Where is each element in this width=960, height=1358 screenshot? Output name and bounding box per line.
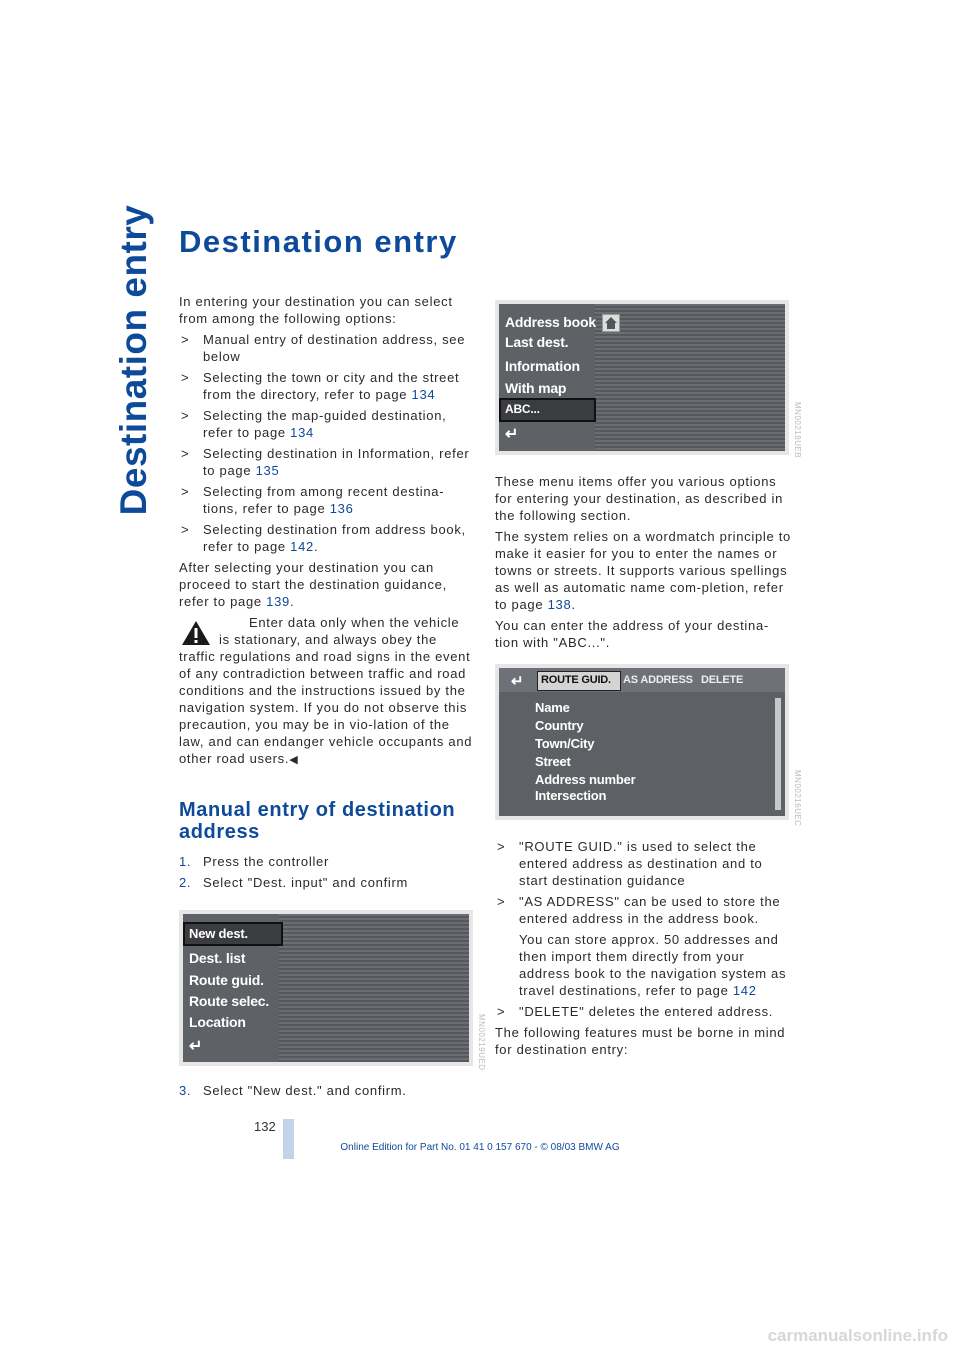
screenshot-dest-menu xyxy=(495,300,789,455)
step-text: Select "Dest. input" and confirm xyxy=(203,875,409,890)
menu-item: Last dest. xyxy=(505,334,569,350)
bullet-delete xyxy=(495,1003,792,1020)
page-link[interactable]: 142 xyxy=(290,539,314,554)
option-text: Selecting the map-guided destination, refer to page xyxy=(203,408,447,440)
bullet-marker: > xyxy=(497,894,506,909)
step-number: 2. xyxy=(179,875,192,890)
tab-as-address: AS ADDRESS xyxy=(623,674,693,686)
option-text: Selecting destination from address book, refer to page xyxy=(203,522,466,554)
step-item xyxy=(179,1082,474,1099)
page-link[interactable]: 134 xyxy=(290,425,314,440)
image-code: MN00216UEC xyxy=(793,770,802,827)
step-three xyxy=(179,1082,474,1103)
screen-background xyxy=(279,914,469,1062)
back-arrow-icon: ↵ xyxy=(505,426,519,443)
abc-text: You can enter the address of your destina-tion with "ABC...". xyxy=(495,618,769,650)
page-number: 132 xyxy=(254,1119,276,1134)
menu-item: With map xyxy=(505,380,567,396)
bullet-marker: > xyxy=(181,370,190,385)
bullet-marker: > xyxy=(181,484,190,499)
page-title: Destination entry xyxy=(179,224,458,259)
scrollbar xyxy=(775,698,781,810)
menu-item: Address book xyxy=(505,314,596,330)
after-select-text xyxy=(179,559,474,610)
page-link[interactable]: 142 xyxy=(732,983,757,998)
screenshot-dest-input xyxy=(179,910,473,1066)
option-item xyxy=(179,407,474,441)
bullet-text: "ROUTE GUID." is used to select the entered address as destination and to start destination guidance xyxy=(519,839,763,888)
warning-icon xyxy=(181,620,211,646)
store-note xyxy=(495,931,792,999)
option-text: Selecting destination in Information, refer to page xyxy=(203,446,470,478)
menu-item: Location xyxy=(189,1014,246,1030)
step-item xyxy=(179,853,474,870)
right-column-lower xyxy=(495,838,792,1062)
image-code: MN00218UEB xyxy=(793,402,802,459)
option-item xyxy=(179,445,474,479)
menu-item: Route selec. xyxy=(189,993,270,1009)
bullet-text: "AS ADDRESS" can be used to store the entered address in the address book. xyxy=(519,894,781,926)
warning-text: Enter data only when the vehicle is stationary, and always obey the traffic regulations and road signs in the event of any contradiction between traffic and road conditions and the instructions issued by the navigation system. If you do not observe this precaution, you may be in vio-lation of the law, and can endanger vehicle occupants and other road users. xyxy=(179,615,473,766)
list-item: Intersection xyxy=(535,788,607,803)
bullet-marker: > xyxy=(497,1004,506,1019)
page-link[interactable]: 135 xyxy=(255,463,280,478)
end-mark: ◀ xyxy=(289,754,299,766)
warning-note xyxy=(179,614,474,769)
back-arrow-icon: ↵ xyxy=(189,1038,203,1055)
bullet-marker: > xyxy=(181,522,190,537)
option-item xyxy=(179,369,474,403)
page-link[interactable]: 138 xyxy=(547,597,572,612)
left-column xyxy=(179,293,474,895)
right-column-upper xyxy=(495,473,792,655)
list-item: Town/City xyxy=(535,736,595,751)
bullet-route-guid xyxy=(495,838,792,889)
wordmatch-text: The system relies on a wordmatch principle to make it easier for you to enter the names or towns or streets. It supports various spellings as well as automatic name com-pletion, refer to page 138. xyxy=(495,529,791,612)
menu-item: Information xyxy=(505,358,580,374)
screenshot-address-entry xyxy=(495,664,789,820)
option-item: > Selecting destination from address book, refer to page 142. xyxy=(181,522,466,554)
bullet-as-address xyxy=(495,893,792,927)
section-heading: Manual entry of destination address xyxy=(179,799,456,843)
screen-display xyxy=(499,668,785,816)
after-select-body: After selecting your destination you can proceed to start the destination guidance, refer to page xyxy=(179,560,447,609)
page-link[interactable]: 134 xyxy=(411,387,436,402)
option-text: Selecting the town or city and the street from the directory, refer to page xyxy=(203,370,460,402)
option-item xyxy=(179,331,474,365)
screen-background xyxy=(595,304,785,451)
step-number: 1. xyxy=(179,854,192,869)
footer-text: Online Edition for Part No. 01 41 0 157 670 - © 08/03 BMW AG xyxy=(340,1142,620,1153)
tab-route-guid: ROUTE GUID. xyxy=(541,674,611,686)
intro-text: In entering your destination you can select from among the following options: xyxy=(179,294,453,326)
option-text: Manual entry of destination address, see below xyxy=(203,332,466,364)
page-link[interactable]: 136 xyxy=(329,501,354,516)
image-code: MN00219UED xyxy=(477,1014,486,1071)
side-title xyxy=(110,204,158,516)
after-select-end: . xyxy=(289,594,295,609)
page-link[interactable]: 139 xyxy=(266,594,290,609)
step-number: 3. xyxy=(179,1083,192,1098)
wordmatch-body: The system relies on a wordmatch principle to make it easier for you to enter the names or towns or streets. It supports various spellings as well as automatic name com-pletion, refer to page xyxy=(495,529,791,612)
menu-item: ABC... xyxy=(505,402,540,416)
list-item: Address number xyxy=(535,772,636,787)
home-icon xyxy=(602,314,620,332)
step-text: Select "New dest." and confirm. xyxy=(203,1083,407,1098)
menu-options-text: These menu items offer you various options for entering your destination, as described in the following section. xyxy=(495,474,784,523)
list-item: Name xyxy=(535,700,570,715)
menu-item: Dest. list xyxy=(189,950,246,966)
side-bar-accent xyxy=(283,1119,294,1159)
option-text: Selecting from among recent destina-tions, refer to page xyxy=(203,484,445,516)
step-item xyxy=(179,874,474,891)
store-note-text: You can store approx. 50 addresses and then import them directly from your address book to the navigation system as travel destinations, refer to page xyxy=(519,932,787,998)
bullet-marker: > xyxy=(181,446,190,461)
menu-item: Route guid. xyxy=(189,972,264,988)
bullet-marker: > xyxy=(181,408,190,423)
bullet-marker: > xyxy=(181,332,190,347)
menu-item: New dest. xyxy=(189,926,248,941)
screen-display xyxy=(499,304,785,451)
back-arrow-icon: ↵ xyxy=(511,673,524,690)
list-item: Country xyxy=(535,718,584,733)
option-item xyxy=(179,483,474,517)
bullet-marker: > xyxy=(497,839,506,854)
list-item: Street xyxy=(535,754,571,769)
tab-delete: DELETE xyxy=(701,674,744,686)
watermark: carmanualsonline.info xyxy=(767,1326,948,1345)
step-text: Press the controller xyxy=(203,854,329,869)
closing-text: The following features must be borne in mind for destination entry: xyxy=(495,1025,786,1057)
side-title-text: Destination entry xyxy=(113,204,154,516)
screen-display xyxy=(183,914,469,1062)
bullet-text: "DELETE" deletes the entered address. xyxy=(519,1004,774,1019)
